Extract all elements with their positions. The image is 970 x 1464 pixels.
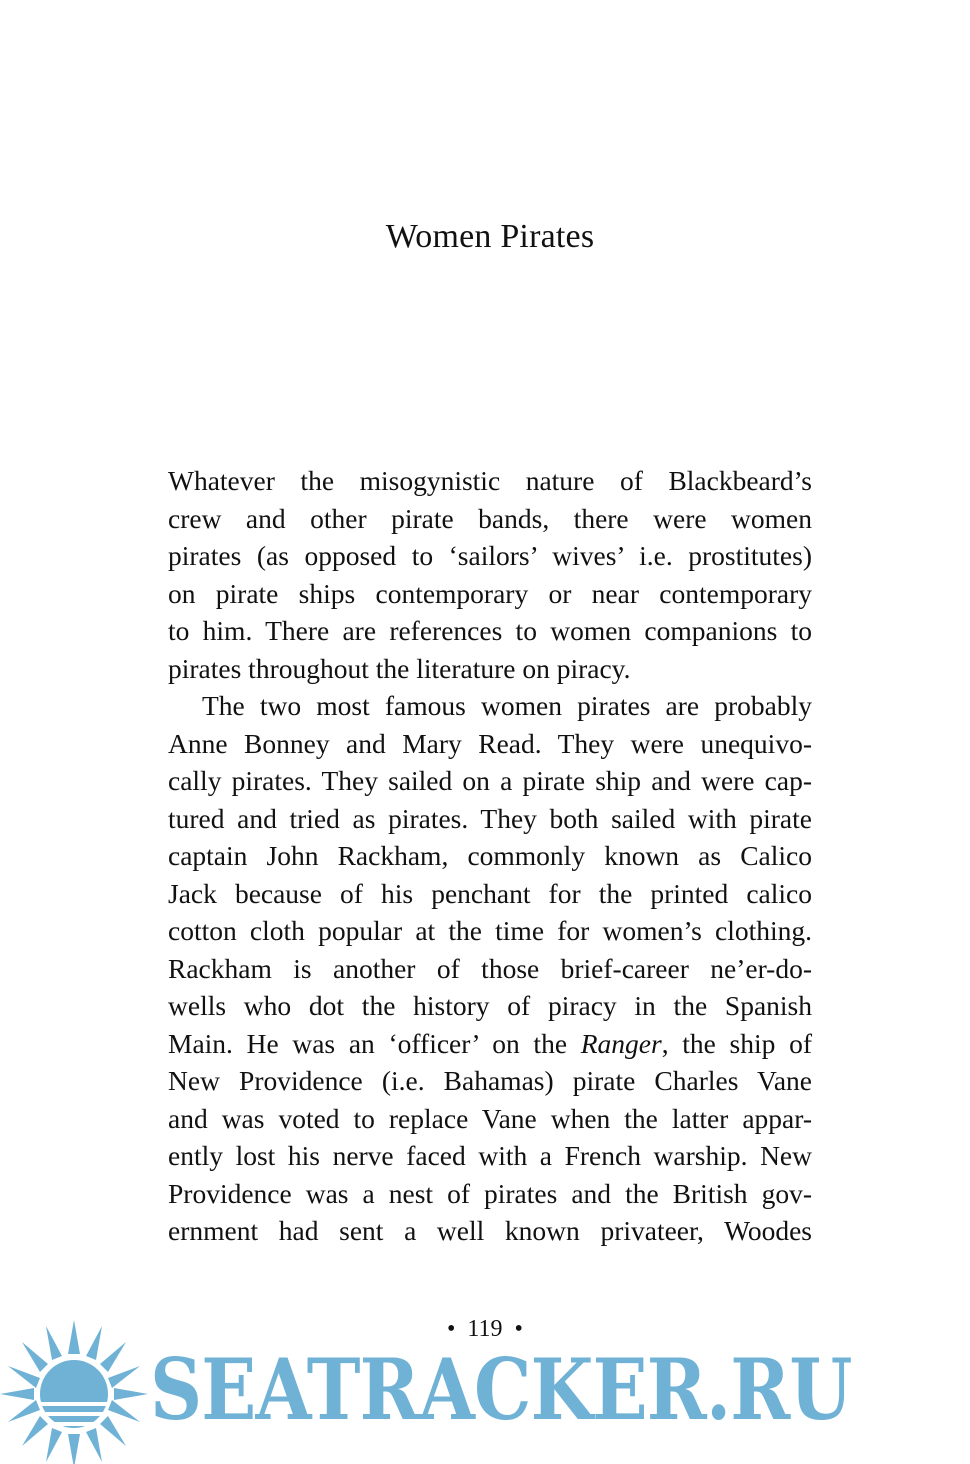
body-text [168,462,812,1250]
text-line: pirates (as opposed to ‘sailors’ wives’ i.e. prostitutes) [168,540,812,571]
text-line: cotton cloth popular at the time for women’s clothing. [168,915,812,946]
text-line: Whatever the misogynistic nature of Blackbeard’s [168,465,812,496]
watermark-text: SEATRACKER.RU [150,1340,852,1439]
text-line: Rackham is another of those brief-career ne’er-do- [168,952,812,984]
text-line: on pirate ships contemporary or near contemporary [168,577,812,609]
ship-name-italic: Ranger [580,1027,662,1059]
text-line: Providence was a nest of pirates and the British gov- [168,1177,812,1209]
text-line: pirates throughout the literature on piracy. [168,652,631,684]
text-line: Jack because of his penchant for the printed calico [168,877,812,909]
text-line: New Providence (i.e. Bahamas) pirate Charles Vane [168,1065,812,1096]
text-line: ernment had sent a well known privateer, Woodes [168,1215,812,1246]
text-line: cally pirates. They sailed on a pirate ship and were cap- [168,765,812,796]
text-line: tured and tried as pirates. They both sailed with pirate [168,802,812,834]
text-line: ently lost his nerve faced with a French warship. New [168,1140,812,1171]
text-line: captain John Rackham, commonly known as Calico [168,840,812,871]
text-line: Anne Bonney and Mary Read. They were unequivo- [168,727,812,759]
text-line: and was voted to replace Vane when the latter appar- [168,1102,812,1134]
text-line: wells who dot the history of piracy in the Spanish [168,990,812,1021]
page-number: • 119 • [447,1316,523,1342]
chapter-title: Women Pirates [385,218,595,255]
text-segment: , the ship of [661,1027,812,1059]
text-line: to him. There are references to women companions to [168,615,812,646]
sun-stripes [40,1402,108,1426]
text-segment: Main. He was an ‘officer’ on the [168,1027,568,1059]
text-line: The two most famous women pirates are probably [202,690,812,721]
text-line: crew and other pirate bands, there were women [168,502,812,534]
text-line-with-ship-name [168,1025,812,1063]
